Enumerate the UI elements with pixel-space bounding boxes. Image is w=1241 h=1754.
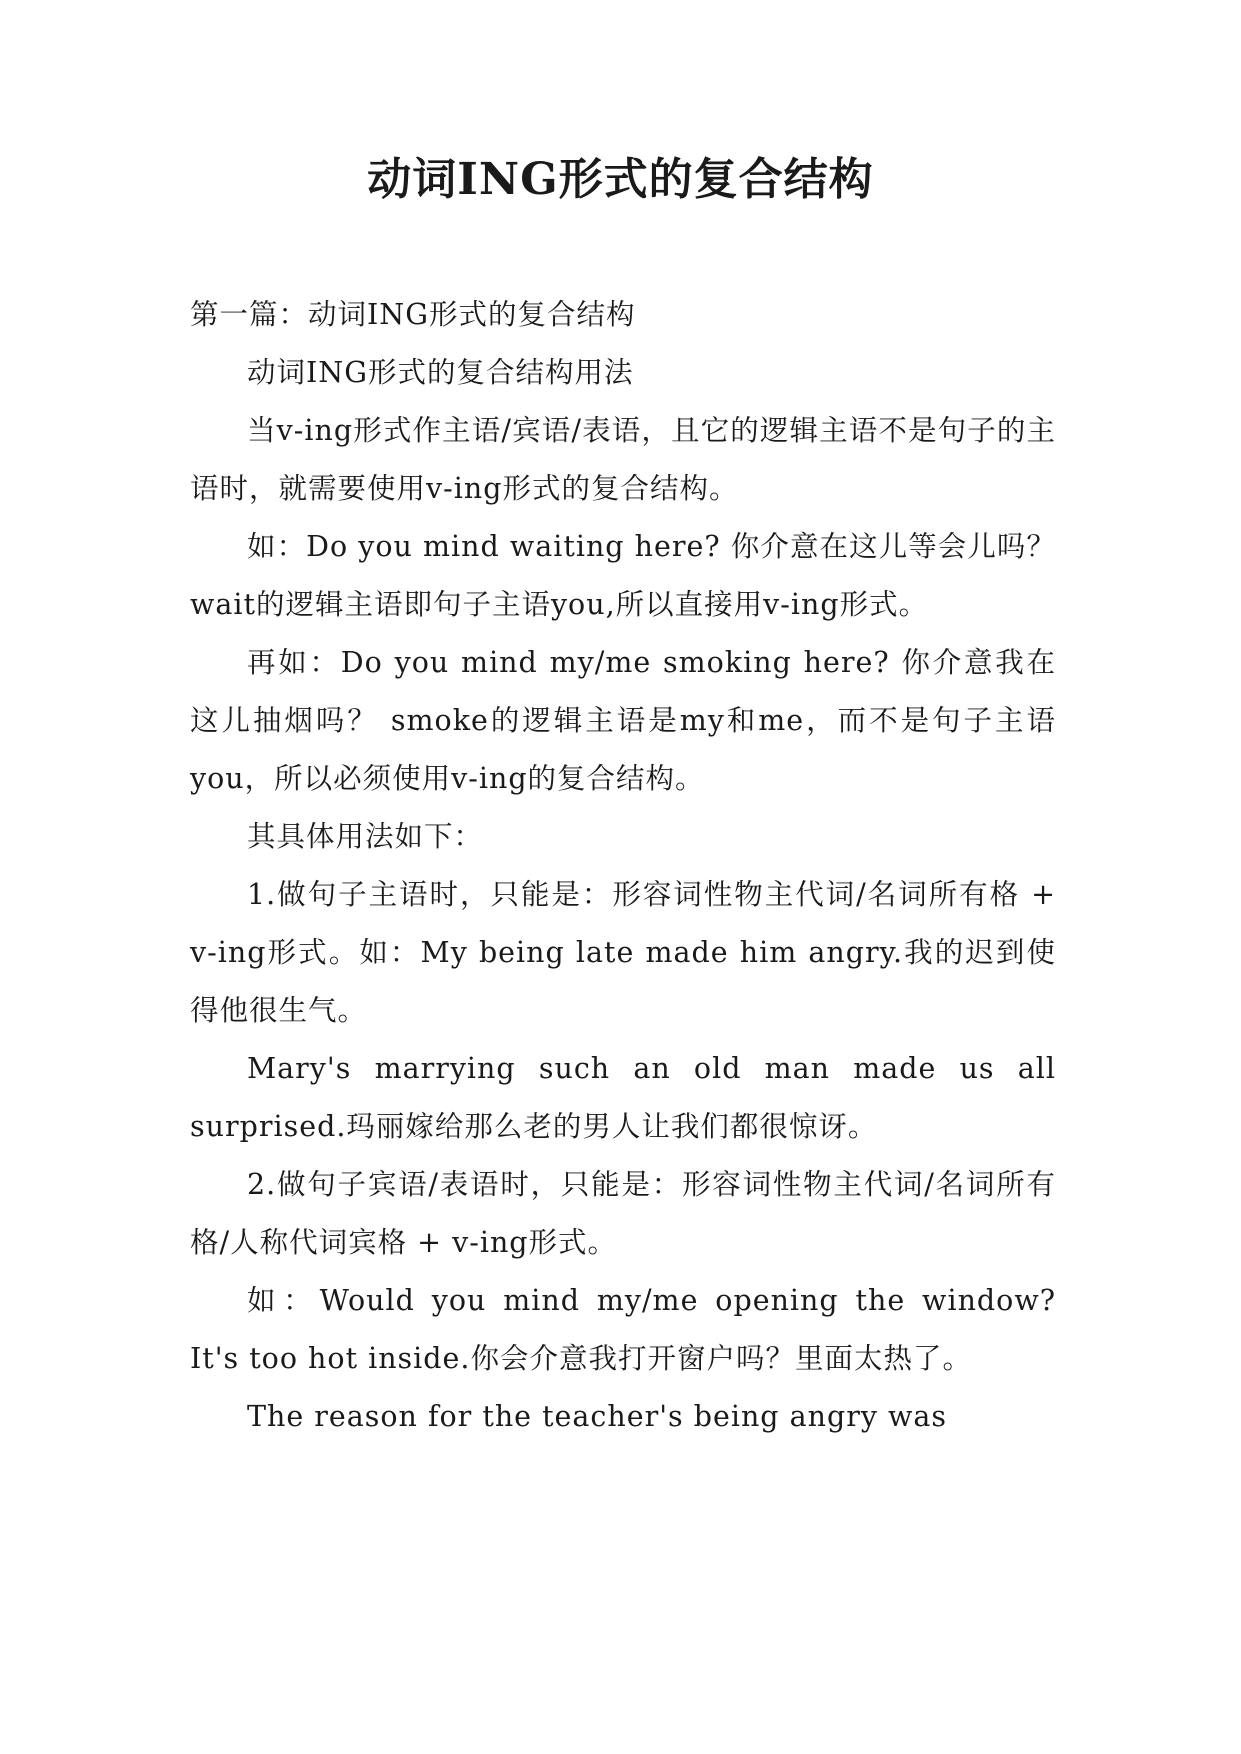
paragraph: 1.做句子主语时，只能是：形容词性物主代词/名词所有格 + v-ing形式。如：My being late made him angry.我的迟到使得他很生气。 bbox=[190, 878, 1056, 1027]
paragraph: 动词ING形式的复合结构用法 bbox=[247, 356, 634, 389]
paragraph: 当v-ing形式作主语/宾语/表语，且它的逻辑主语不是句子的主语时，就需要使用v-ing形式的复合结构。 bbox=[190, 414, 1056, 505]
paragraph: The reason for the teacher's being angry was bbox=[247, 1400, 948, 1433]
paragraph: 如：Do you mind waiting here? 你介意在这儿等会儿吗？ wait的逻辑主语即句子主语you,所以直接用v-ing形式。 bbox=[190, 530, 1056, 621]
paragraph: Mary's marrying such an old man made us all surprised.玛丽嫁给那么老的男人让我们都很惊讶。 bbox=[190, 1052, 1056, 1143]
document-title: 动词ING形式的复合结构 bbox=[367, 154, 874, 205]
paragraph: 2.做句子宾语/表语时，只能是：形容词性物主代词/名词所有格/人称代词宾格 + v-ing形式。 bbox=[190, 1168, 1056, 1259]
paragraph: 其具体用法如下： bbox=[247, 820, 484, 853]
document-body bbox=[190, 286, 1056, 1446]
paragraph: 如：Would you mind my/me opening the window? It's too hot inside.你会介意我打开窗户吗？里面太热了。 bbox=[190, 1284, 1056, 1375]
paragraph: 再如：Do you mind my/me smoking here? 你介意我在这儿抽烟吗？ smoke的逻辑主语是my和me，而不是句子主语you，所以必须使用v-ing的复合结构。 bbox=[190, 646, 1056, 795]
section-heading: 第一篇：动词ING形式的复合结构 bbox=[190, 298, 636, 331]
